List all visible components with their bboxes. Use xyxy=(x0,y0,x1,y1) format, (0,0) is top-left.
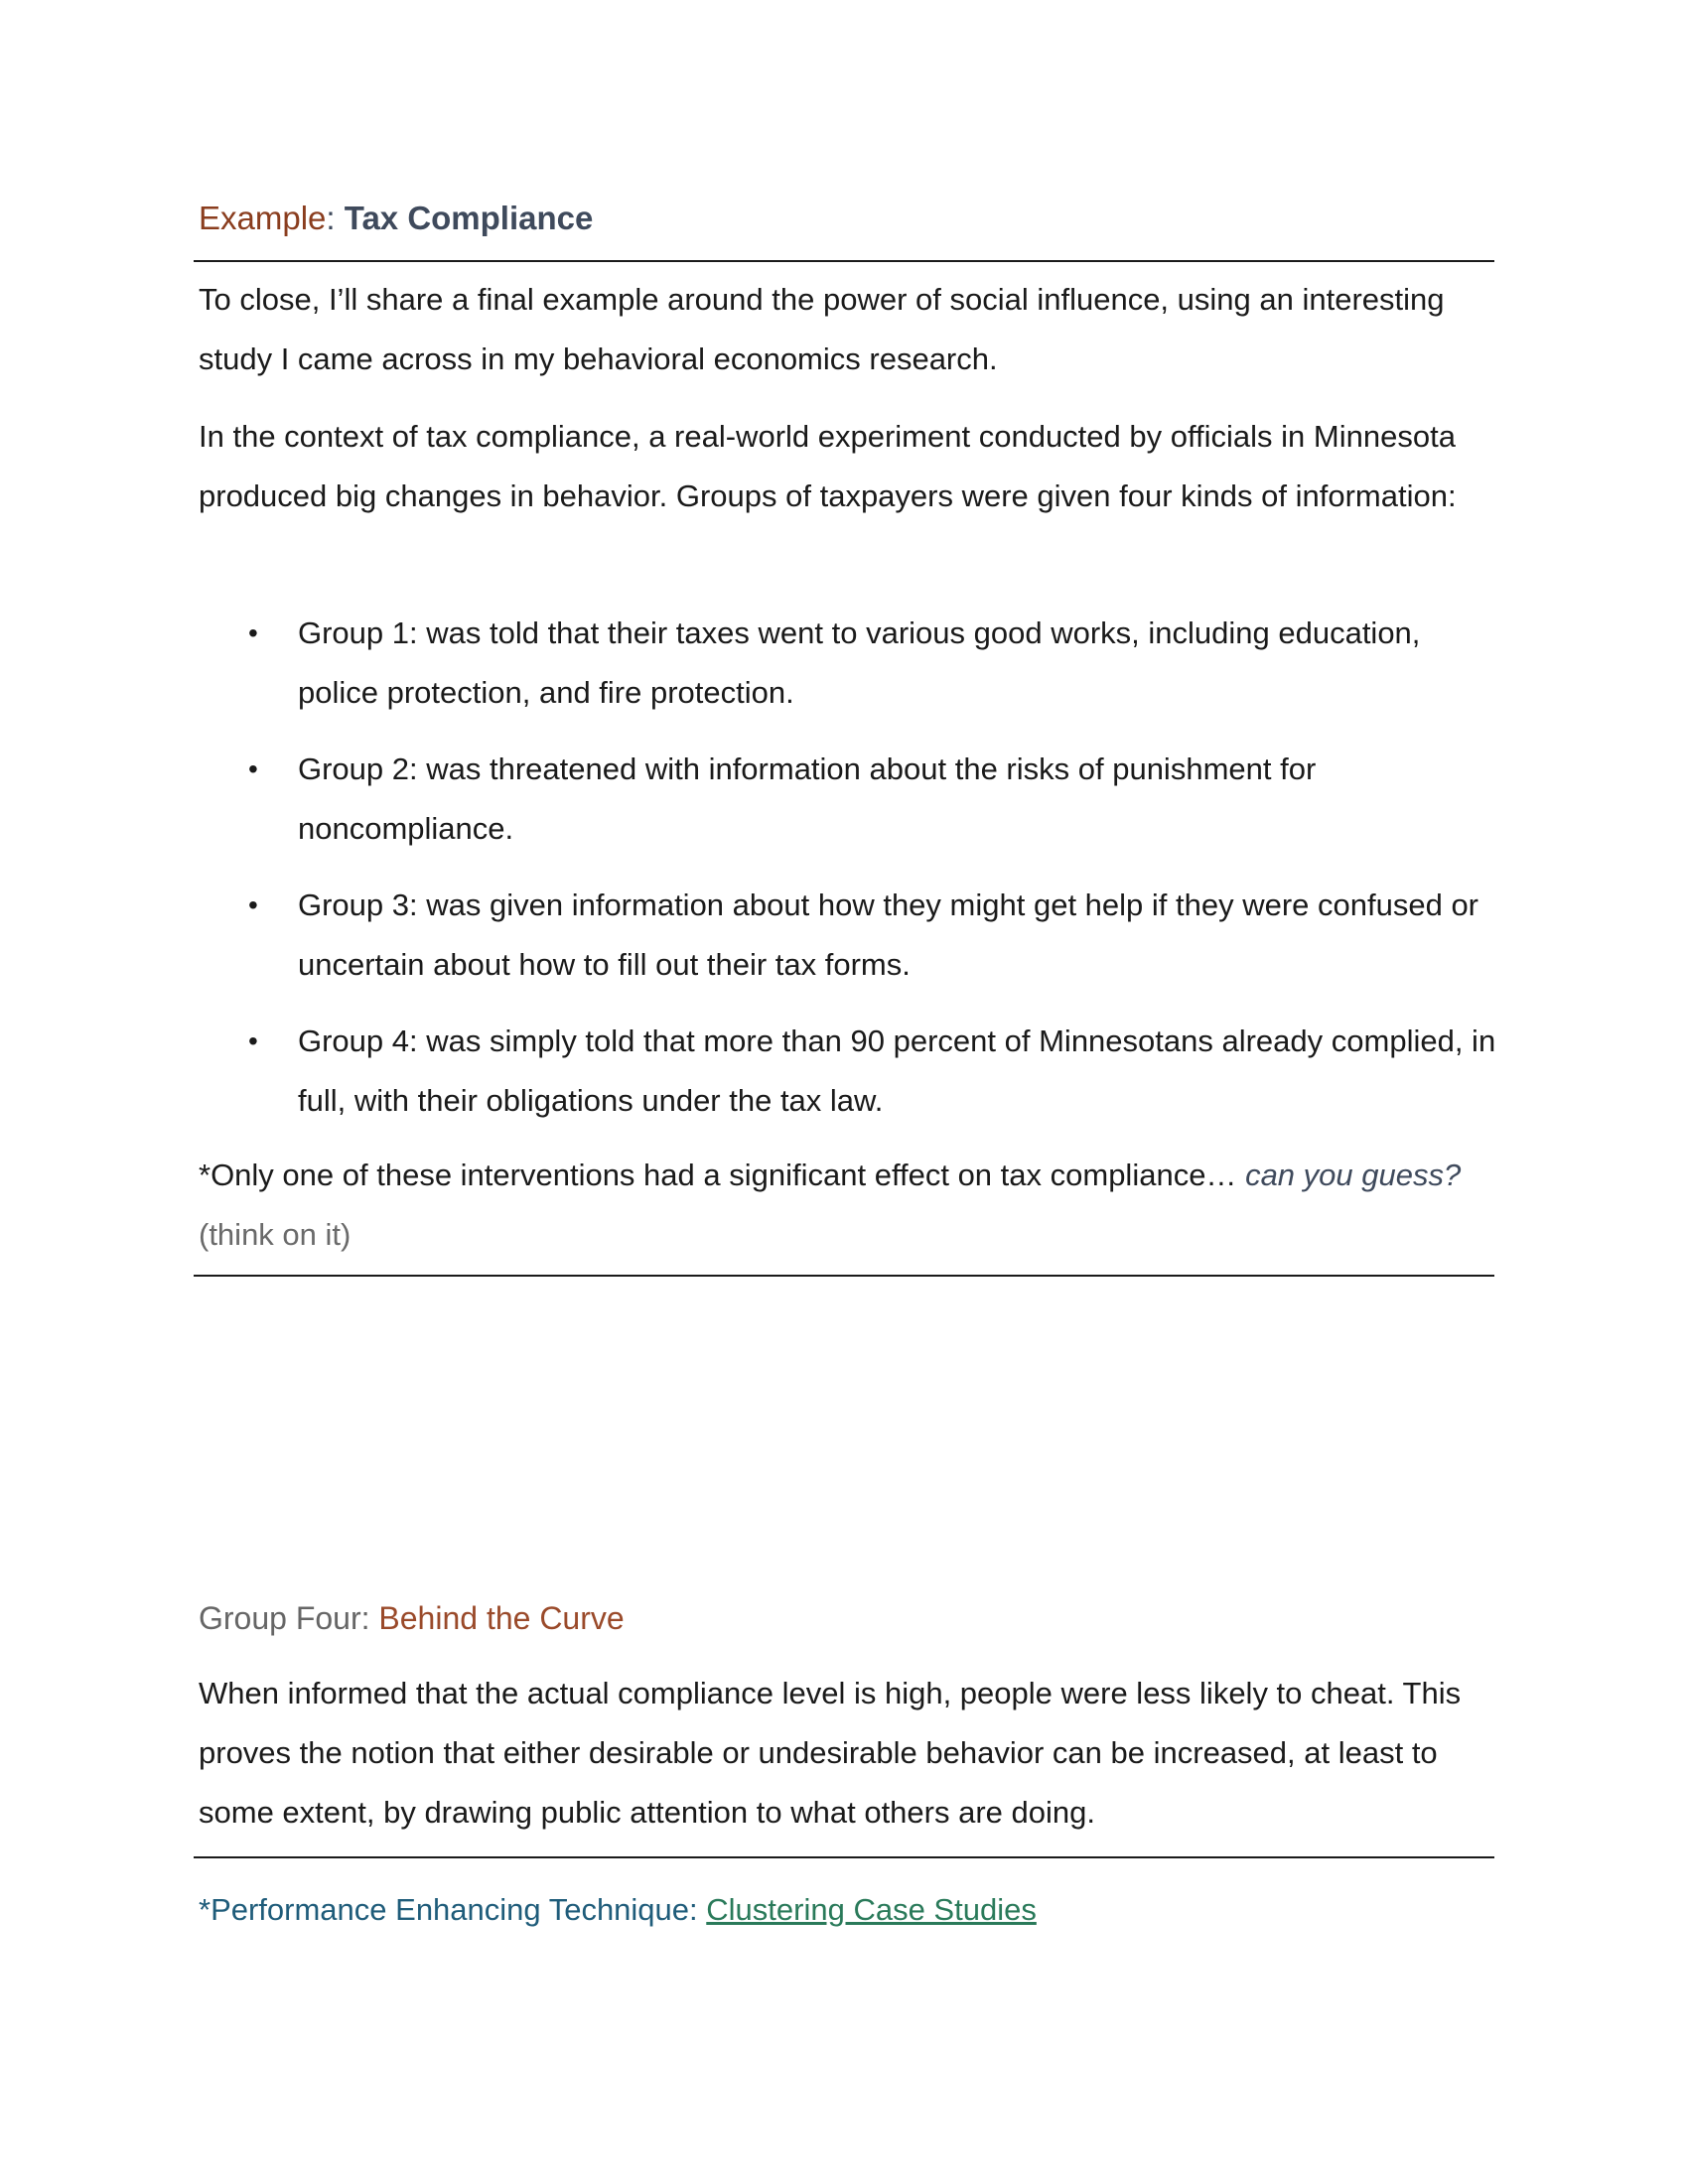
list-item-text: Group 4: was simply told that more than 90 percent of Minnesotans already complied, in full, with their obligations under the tax law. xyxy=(298,1024,1496,1118)
question-paragraph xyxy=(199,1146,1499,1265)
list-item xyxy=(199,876,1499,995)
question-text: *Only one of these interventions had a significant effect on tax compliance… xyxy=(199,1158,1237,1192)
question-guess: can you guess? xyxy=(1245,1158,1462,1192)
bullet-icon: • xyxy=(248,753,258,784)
bullet-icon: • xyxy=(248,1025,258,1056)
section-heading xyxy=(199,195,593,242)
intro-paragraph: To close, I’ll share a final example around the power of social influence, using an interesting study I came across in my behavioral economics research. xyxy=(199,282,1445,376)
answer-paragraph: When informed that the actual compliance level is high, people were less likely to cheat. This proves the notion that either desirable or undesirable behavior can be increased, at least to some extent, by drawing public attention to what others are doing. xyxy=(199,1676,1462,1830)
top-divider xyxy=(194,260,1494,262)
middle-divider xyxy=(194,1275,1494,1277)
list-item xyxy=(199,1012,1499,1131)
bullet-icon: • xyxy=(248,889,258,920)
group-list xyxy=(199,604,1499,1148)
answer-topic: Behind the Curve xyxy=(378,1600,625,1636)
heading-title: Tax Compliance xyxy=(344,200,594,236)
context-paragraph: In the context of tax compliance, a real-world experiment conducted by officials in Minnesota produced big changes in behavior. Groups of taxpayers were given four kinds of information: xyxy=(199,419,1457,513)
technique-label: *Performance Enhancing Technique: xyxy=(199,1892,698,1927)
heading-label: Example xyxy=(199,200,327,236)
question-think: (think on it) xyxy=(199,1217,352,1252)
bullet-icon: • xyxy=(248,617,258,648)
list-item-text: Group 2: was threatened with information about the risks of punishment for noncompliance. xyxy=(298,751,1317,846)
list-item-text: Group 3: was given information about how they might get help if they were confused or uncertain about how to fill out their tax forms. xyxy=(298,887,1479,982)
technique-line xyxy=(199,1886,1037,1934)
list-item xyxy=(199,740,1499,859)
answer-heading xyxy=(199,1594,625,1642)
bottom-divider xyxy=(194,1856,1494,1858)
technique-link[interactable]: Clustering Case Studies xyxy=(706,1892,1037,1927)
heading-colon: : xyxy=(326,200,336,236)
answer-label: Group Four: xyxy=(199,1600,370,1636)
list-item xyxy=(199,604,1499,723)
list-item-text: Group 1: was told that their taxes went to various good works, including education, police protection, and fire protection. xyxy=(298,615,1421,710)
